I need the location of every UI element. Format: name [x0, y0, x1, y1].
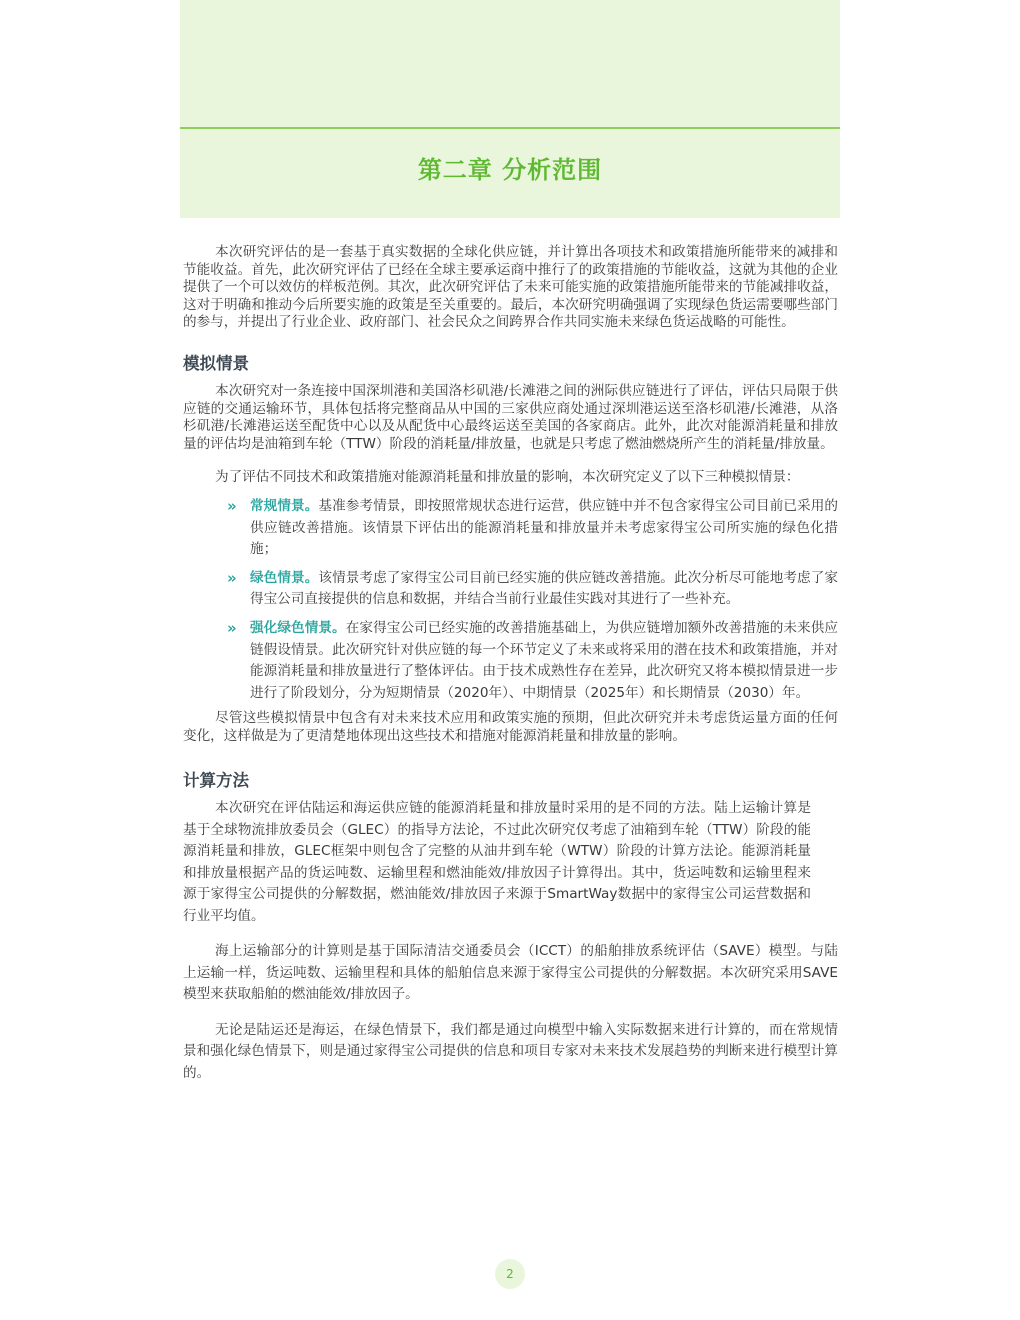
- bullet-text: 在家得宝公司已经实施的改善措施基础上，为供应链增加额外改善措施的未来供应链假设情景。此次研究针对供应链的每一个环节定义了未来或将采用的潜在技术和政策措施，并对能源消耗量和排放量进行了整体评估。由于技术成熟性存在差异，此次研究又将本模拟情景进一步进行了阶段划分，分为短期情景（2020年）、中期情景（2025年）和长期情景（2030）年。: [250, 619, 838, 701]
- method-paragraph-1: 本次研究在评估陆运和海运供应链的能源消耗量和排放量时采用的是不同的方法。陆上运输计算是基于全球物流排放委员会（GLEC）的指导方法论，不过此次研究仅考虑了油箱到车轮（TTW）阶段的能源消耗量和排放，GLEC框架中则包含了完整的从油井到车轮（WTW）阶段的计算方法论。能源消耗量和排放量根据产品的货运吨数、运输里程和燃油能效/排放因子计算得出。其中，货运吨数和运输里程来源于家得宝公司提供的分解数据，燃油能效/排放因子来源于SmartWay数据中的家得宝公司运营数据和行业平均值。: [183, 800, 811, 924]
- method-paragraph-2: 海上运输部分的计算则是基于国际清洁交通委员会（ICCT）的船舶排放系统评估（SAVE）模型。与陆上运输一样，货运吨数、运输里程和具体的船舶信息来源于家得宝公司提供的分解数据。本次研究采用SAVE模型来获取船舶的燃油能效/排放因子。: [183, 943, 838, 1003]
- bullet-term: 常规情景。: [250, 497, 319, 514]
- scenarios-paragraph-2: 为了评估不同技术和政策措施对能源消耗量和排放量的影响，本次研究定义了以下三种模拟情景：: [215, 469, 800, 486]
- bullet-term: 绿色情景。: [250, 569, 319, 586]
- bullet-term: 强化绿色情景。: [250, 619, 346, 636]
- bullet-text: 该情景考虑了家得宝公司目前已经实施的供应链改善措施。此次分析尽可能地考虑了家得宝公司直接提供的信息和数据，并结合当前行业最佳实践对其进行了一些补充。: [250, 569, 839, 608]
- section-heading-scenarios: 模拟情景: [183, 353, 249, 373]
- scenarios-paragraph-3: 尽管这些模拟情景中包含有对未来技术应用和政策实施的预期，但此次研究并未考虑货运量方面的任何变化，这样做是为了更清楚地体现出这些技术和措施对能源消耗量和排放量的影响。: [183, 710, 838, 744]
- main-content: [183, 244, 838, 1084]
- list-item: [183, 568, 838, 611]
- list-item: [183, 618, 838, 704]
- chevron-bullet-icon: »: [227, 496, 237, 515]
- scenarios-paragraph-1: 本次研究对一条连接中国深圳港和美国洛杉矶港/长滩港之间的洲际供应链进行了评估，评估只局限于供应链的交通运输环节，具体包括将完整商品从中国的三家供应商处通过深圳港运送至洛杉矶港/长滩港，从洛杉矶港/长滩港运送至配货中心以及从配货中心最终运送至美国的各家商店。此外，此次对能源消耗量和排放量的评估均是油箱到车轮（TTW）阶段的消耗量/排放量，也就是只考虑了燃油燃烧所产生的消耗量/排放量。: [183, 382, 838, 452]
- page-number: 2: [495, 1259, 525, 1289]
- method-paragraph-3: 无论是陆运还是海运，在绿色情景下，我们都是通过向模型中输入实际数据来进行计算的，而在常规情景和强化绿色情景下，则是通过家得宝公司提供的信息和项目专家对未来技术发展趋势的判断来进行模型计算的。: [183, 1021, 838, 1081]
- chapter-banner: [180, 0, 840, 218]
- scenario-list: [183, 496, 838, 704]
- intro-paragraph: 本次研究评估的是一套基于真实数据的全球化供应链，并计算出各项技术和政策措施所能带来的减排和节能收益。首先，此次研究评估了已经在全球主要承运商中推行了的政策措施的节能收益，这就为其他的企业提供了一个可以效仿的样板范例。其次，此次研究评估了未来可能实施的政策措施所能带来的节能减排收益，这对于明确和推动今后所要实施的政策是至关重要的。最后，本次研究明确强调了实现绿色货运需要哪些部门的参与，并提出了行业企业、政府部门、社会民众之间跨界合作共同实施未来绿色货运战略的可能性。: [183, 244, 838, 331]
- section-heading-method: 计算方法: [183, 771, 249, 791]
- bullet-text: 基准参考情景，即按照常规状态进行运营，供应链中并不包含家得宝公司目前已采用的供应链改善措施。该情景下评估出的能源消耗量和排放量并未考虑家得宝公司所实施的绿色化措施；: [250, 497, 839, 558]
- chapter-title: 第二章 分析范围: [417, 156, 603, 184]
- chevron-bullet-icon: »: [227, 618, 237, 637]
- banner-divider: [180, 127, 840, 129]
- list-item: [183, 496, 838, 561]
- chevron-bullet-icon: »: [227, 568, 237, 587]
